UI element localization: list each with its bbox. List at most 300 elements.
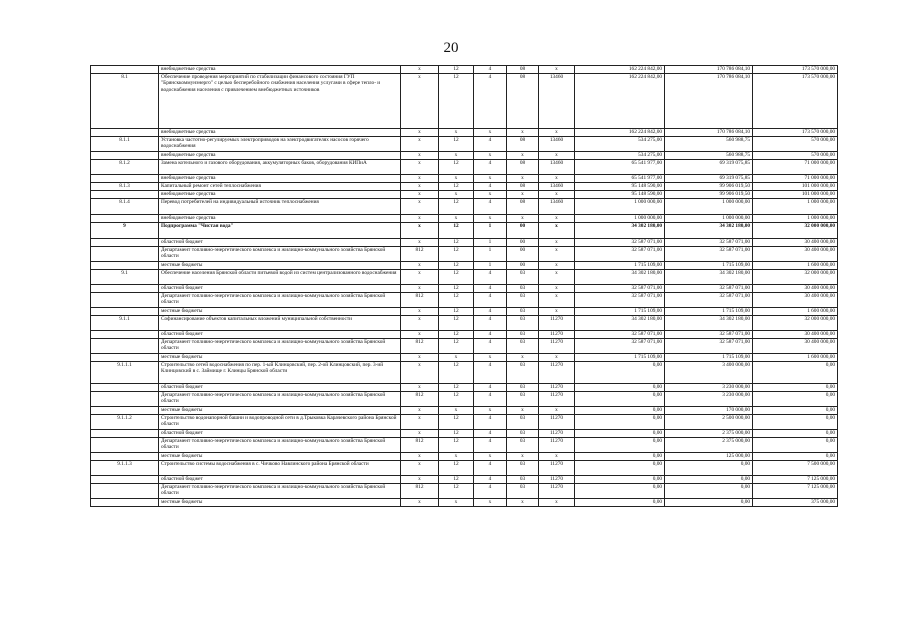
cell-name: внебюджетные средства — [159, 215, 401, 223]
cell-program-code: x — [439, 453, 474, 461]
cell-value-year-3: 30 400 000,00 — [753, 339, 838, 354]
cell-number: 9 — [91, 223, 159, 239]
cell-program-code: 12 — [439, 270, 474, 285]
cell-value-year-1: 32 587 071,00 — [575, 247, 665, 262]
cell-value-year-1: 0,00 — [575, 453, 665, 461]
cell-program-code: 12 — [439, 223, 474, 239]
cell-admin-code: 812 — [401, 484, 439, 499]
table-row — [91, 407, 838, 415]
cell-direction-code: x — [539, 152, 575, 160]
cell-value-year-3: 101 000 000,00 — [753, 191, 838, 199]
cell-subprogram-code: 4 — [474, 339, 507, 354]
cell-value-year-3: 30 400 000,00 — [753, 285, 838, 293]
cell-value-year-2: 32 587 071,00 — [665, 285, 753, 293]
cell-direction-code: x — [539, 223, 575, 239]
cell-subprogram-code: x — [474, 407, 507, 415]
cell-name: внебюджетные средства — [159, 129, 401, 137]
cell-program-code: 12 — [439, 285, 474, 293]
cell-section-code: x — [507, 453, 539, 461]
cell-number: 9.1.1.3 — [91, 461, 159, 476]
cell-section-code: 08 — [507, 137, 539, 152]
cell-value-year-2: 0,00 — [665, 461, 753, 476]
cell-number — [91, 129, 159, 137]
cell-program-code: x — [439, 354, 474, 362]
cell-admin-code: x — [401, 239, 439, 247]
cell-number: 8.1.2 — [91, 160, 159, 175]
cell-direction-code: 11270 — [539, 461, 575, 476]
cell-direction-code: 13460 — [539, 137, 575, 152]
cell-direction-code: x — [539, 499, 575, 507]
cell-name: местные бюджеты — [159, 407, 401, 415]
cell-program-code: 12 — [439, 262, 474, 270]
cell-number: 9.1.1.2 — [91, 415, 159, 430]
cell-name: областной бюджет — [159, 384, 401, 392]
cell-subprogram-code: 4 — [474, 362, 507, 384]
cell-value-year-3: 0,00 — [753, 453, 838, 461]
cell-value-year-3: 1 600 000,00 — [753, 308, 838, 316]
cell-value-year-1: 1 000 000,00 — [575, 215, 665, 223]
cell-section-code: 03 — [507, 362, 539, 384]
cell-value-year-2: 2 375 000,00 — [665, 438, 753, 453]
cell-direction-code: x — [539, 239, 575, 247]
cell-name: местные бюджеты — [159, 262, 401, 270]
cell-value-year-1: 32 587 071,00 — [575, 285, 665, 293]
cell-number: 8.1.1 — [91, 137, 159, 152]
cell-value-year-2: 170 000,00 — [665, 407, 753, 415]
cell-value-year-3: 0,00 — [753, 392, 838, 407]
cell-name: Департамент топливно-энергетического комплекса и жилищно-коммунального хозяйства Брянской области — [159, 293, 401, 308]
cell-subprogram-code: x — [474, 354, 507, 362]
table-row — [91, 438, 838, 453]
cell-name: Установка частотно-регулируемых электроприводов на электродвигателях насосов горячего водоснабжения — [159, 137, 401, 152]
cell-section-code: x — [507, 191, 539, 199]
cell-number — [91, 293, 159, 308]
cell-value-year-1: 1 715 109,00 — [575, 308, 665, 316]
cell-name: Софинансирование объектов капитальных вложений муниципальной собственности — [159, 316, 401, 331]
cell-program-code: 12 — [439, 239, 474, 247]
cell-value-year-2: 34 302 180,00 — [665, 316, 753, 331]
cell-value-year-1: 95 148 590,00 — [575, 183, 665, 191]
table-row — [91, 293, 838, 308]
cell-value-year-1: 1 715 109,00 — [575, 354, 665, 362]
cell-value-year-2: 32 587 071,00 — [665, 239, 753, 247]
cell-program-code: 12 — [439, 339, 474, 354]
cell-value-year-3: 30 400 000,00 — [753, 331, 838, 339]
cell-value-year-1: 32 587 071,00 — [575, 331, 665, 339]
cell-number — [91, 484, 159, 499]
table-row — [91, 199, 838, 215]
cell-value-year-2: 560 988,75 — [665, 152, 753, 160]
cell-name: Строительство водонапорной башни и водопроводной сети в д.Трыковка Карачевского района Брянской области — [159, 415, 401, 430]
cell-section-code: 03 — [507, 339, 539, 354]
cell-name: Департамент топливно-энергетического комплекса и жилищно-коммунального хозяйства Брянской области — [159, 438, 401, 453]
cell-program-code: x — [439, 191, 474, 199]
cell-program-code: x — [439, 215, 474, 223]
cell-section-code: 03 — [507, 430, 539, 438]
cell-section-code: 03 — [507, 438, 539, 453]
cell-admin-code: x — [401, 262, 439, 270]
cell-admin-code: 812 — [401, 392, 439, 407]
cell-number — [91, 384, 159, 392]
cell-value-year-2: 0,00 — [665, 476, 753, 484]
cell-subprogram-code: 4 — [474, 430, 507, 438]
cell-value-year-1: 34 302 180,00 — [575, 316, 665, 331]
cell-program-code: 12 — [439, 183, 474, 191]
table-row — [91, 175, 838, 183]
cell-value-year-3: 32 000 000,00 — [753, 223, 838, 239]
table-row — [91, 66, 838, 74]
cell-subprogram-code: 4 — [474, 316, 507, 331]
cell-name: областной бюджет — [159, 239, 401, 247]
cell-name: Обеспечение проведения мероприятий по стабилизации финансового состояния ГУП "Брянсккоммунэнерго" с целью бесперебойного снабжения населения услугами в сфере тепло- и водоснабжения населения с привлечением внебюджетных источников — [159, 74, 401, 129]
table-row — [91, 384, 838, 392]
cell-value-year-2: 560 988,75 — [665, 137, 753, 152]
cell-name: местные бюджеты — [159, 308, 401, 316]
cell-subprogram-code: 1 — [474, 247, 507, 262]
cell-subprogram-code: 4 — [474, 66, 507, 74]
cell-admin-code: x — [401, 152, 439, 160]
table-row — [91, 461, 838, 476]
table-row — [91, 129, 838, 137]
cell-admin-code: x — [401, 285, 439, 293]
cell-number — [91, 476, 159, 484]
cell-number — [91, 354, 159, 362]
cell-admin-code: x — [401, 354, 439, 362]
table-body — [91, 66, 838, 507]
cell-section-code: 08 — [507, 66, 539, 74]
page-number: 20 — [443, 40, 459, 56]
cell-value-year-1: 534 275,00 — [575, 137, 665, 152]
cell-name: Замена котельного и газового оборудования, аккумуляторных баков, оборудования КИПиА — [159, 160, 401, 175]
cell-section-code: 03 — [507, 285, 539, 293]
cell-value-year-2: 1 715 109,00 — [665, 308, 753, 316]
cell-value-year-2: 34 302 180,00 — [665, 223, 753, 239]
cell-value-year-1: 162 224 842,00 — [575, 66, 665, 74]
cell-admin-code: x — [401, 308, 439, 316]
table-row — [91, 183, 838, 191]
cell-value-year-2: 32 587 071,00 — [665, 247, 753, 262]
cell-value-year-2: 34 302 180,00 — [665, 270, 753, 285]
cell-section-code: x — [507, 499, 539, 507]
table-row — [91, 392, 838, 407]
cell-value-year-3: 1 000 000,00 — [753, 215, 838, 223]
cell-section-code: x — [507, 354, 539, 362]
cell-direction-code: 13460 — [539, 74, 575, 129]
cell-subprogram-code: 1 — [474, 239, 507, 247]
cell-admin-code: x — [401, 384, 439, 392]
cell-admin-code: x — [401, 415, 439, 430]
cell-value-year-1: 1 715 109,00 — [575, 262, 665, 270]
table-row — [91, 308, 838, 316]
cell-subprogram-code: 4 — [474, 308, 507, 316]
cell-value-year-3: 173 570 000,00 — [753, 66, 838, 74]
cell-direction-code: 11270 — [539, 331, 575, 339]
cell-admin-code: 812 — [401, 438, 439, 453]
table-row — [91, 215, 838, 223]
cell-value-year-1: 0,00 — [575, 430, 665, 438]
table-row — [91, 137, 838, 152]
cell-subprogram-code: 4 — [474, 137, 507, 152]
cell-program-code: x — [439, 407, 474, 415]
cell-subprogram-code: 1 — [474, 262, 507, 270]
cell-admin-code: x — [401, 66, 439, 74]
cell-value-year-2: 99 906 019,50 — [665, 183, 753, 191]
cell-admin-code: x — [401, 199, 439, 215]
cell-admin-code: x — [401, 74, 439, 129]
cell-subprogram-code: 4 — [474, 160, 507, 175]
cell-subprogram-code: 4 — [474, 331, 507, 339]
cell-admin-code: x — [401, 160, 439, 175]
cell-value-year-3: 101 000 000,00 — [753, 183, 838, 191]
cell-value-year-2: 32 587 071,00 — [665, 293, 753, 308]
cell-value-year-3: 1 600 000,00 — [753, 354, 838, 362]
cell-number — [91, 430, 159, 438]
cell-value-year-2: 3 230 000,00 — [665, 392, 753, 407]
cell-value-year-1: 0,00 — [575, 438, 665, 453]
cell-subprogram-code: 4 — [474, 183, 507, 191]
cell-section-code: 03 — [507, 270, 539, 285]
cell-name: Перевод потребителей на индивидуальный источник теплоснабжения — [159, 199, 401, 215]
cell-name: местные бюджеты — [159, 453, 401, 461]
cell-value-year-2: 32 587 071,00 — [665, 331, 753, 339]
cell-subprogram-code: 4 — [474, 484, 507, 499]
cell-section-code: x — [507, 152, 539, 160]
cell-name: Строительство сетей водоснабжения по пер. 1-ый Клинцовский, пер. 2-ой Клинцовский, пер. 3-ий Клинцовский в с. Займище г. Клинцы Брянской области — [159, 362, 401, 384]
cell-value-year-3: 173 570 000,00 — [753, 74, 838, 129]
table-row — [91, 316, 838, 331]
table-row — [91, 354, 838, 362]
cell-section-code: 03 — [507, 308, 539, 316]
cell-value-year-1: 34 302 180,00 — [575, 223, 665, 239]
cell-section-code: x — [507, 129, 539, 137]
cell-admin-code: x — [401, 129, 439, 137]
cell-name: Департамент топливно-энергетического комплекса и жилищно-коммунального хозяйства Брянской области — [159, 247, 401, 262]
cell-value-year-1: 0,00 — [575, 461, 665, 476]
cell-value-year-3: 71 000 000,00 — [753, 175, 838, 183]
cell-subprogram-code: 4 — [474, 415, 507, 430]
cell-name: местные бюджеты — [159, 499, 401, 507]
cell-value-year-2: 3 230 000,00 — [665, 384, 753, 392]
cell-admin-code: x — [401, 316, 439, 331]
cell-value-year-1: 65 541 977,00 — [575, 160, 665, 175]
table-row — [91, 453, 838, 461]
cell-program-code: 12 — [439, 293, 474, 308]
cell-value-year-2: 2 500 000,00 — [665, 415, 753, 430]
cell-section-code: x — [507, 215, 539, 223]
cell-value-year-1: 0,00 — [575, 384, 665, 392]
cell-value-year-2: 0,00 — [665, 484, 753, 499]
cell-value-year-3: 570 000,00 — [753, 137, 838, 152]
cell-value-year-1: 0,00 — [575, 362, 665, 384]
budget-table — [90, 65, 838, 507]
cell-section-code: 03 — [507, 484, 539, 499]
cell-name: Подпрограмма "Чистая вода" — [159, 223, 401, 239]
cell-name: местные бюджеты — [159, 354, 401, 362]
table-row — [91, 331, 838, 339]
cell-value-year-2: 1 000 000,00 — [665, 199, 753, 215]
cell-name: областной бюджет — [159, 331, 401, 339]
cell-value-year-3: 0,00 — [753, 438, 838, 453]
cell-direction-code: x — [539, 247, 575, 262]
cell-value-year-1: 162 224 842,00 — [575, 129, 665, 137]
cell-section-code: 03 — [507, 476, 539, 484]
cell-section-code: 08 — [507, 183, 539, 191]
cell-name: областной бюджет — [159, 285, 401, 293]
cell-admin-code: x — [401, 362, 439, 384]
cell-name: внебюджетные средства — [159, 152, 401, 160]
cell-subprogram-code: 4 — [474, 74, 507, 129]
cell-value-year-3: 7 125 000,00 — [753, 476, 838, 484]
cell-value-year-2: 99 906 019,50 — [665, 191, 753, 199]
cell-admin-code: 812 — [401, 293, 439, 308]
cell-value-year-3: 1 000 000,00 — [753, 199, 838, 215]
cell-value-year-3: 30 400 000,00 — [753, 293, 838, 308]
cell-subprogram-code: 4 — [474, 461, 507, 476]
cell-number — [91, 499, 159, 507]
cell-value-year-1: 65 541 977,00 — [575, 175, 665, 183]
cell-program-code: 12 — [439, 484, 474, 499]
cell-number — [91, 339, 159, 354]
cell-number: 9.1.1 — [91, 316, 159, 331]
cell-number — [91, 175, 159, 183]
cell-value-year-2: 3 400 000,00 — [665, 362, 753, 384]
cell-value-year-3: 0,00 — [753, 384, 838, 392]
cell-admin-code: x — [401, 453, 439, 461]
cell-number — [91, 453, 159, 461]
cell-direction-code: x — [539, 175, 575, 183]
cell-program-code: 12 — [439, 137, 474, 152]
cell-program-code: 12 — [439, 392, 474, 407]
cell-program-code: 12 — [439, 331, 474, 339]
cell-program-code: 12 — [439, 160, 474, 175]
cell-section-code: 08 — [507, 199, 539, 215]
cell-value-year-1: 32 587 071,00 — [575, 293, 665, 308]
cell-value-year-1: 0,00 — [575, 392, 665, 407]
cell-value-year-3: 7 500 000,00 — [753, 461, 838, 476]
cell-value-year-1: 32 587 071,00 — [575, 239, 665, 247]
cell-program-code: 12 — [439, 66, 474, 74]
cell-subprogram-code: 4 — [474, 199, 507, 215]
cell-subprogram-code: 4 — [474, 293, 507, 308]
cell-section-code: 00 — [507, 247, 539, 262]
cell-section-code: x — [507, 407, 539, 415]
cell-admin-code: x — [401, 461, 439, 476]
cell-section-code: x — [507, 175, 539, 183]
cell-subprogram-code: x — [474, 215, 507, 223]
cell-value-year-2: 1 000 000,00 — [665, 215, 753, 223]
cell-name: Департамент топливно-энергетического комплекса и жилищно-коммунального хозяйства Брянской области — [159, 392, 401, 407]
cell-name: внебюджетные средства — [159, 66, 401, 74]
cell-name: внебюджетные средства — [159, 175, 401, 183]
cell-value-year-2: 69 319 075,85 — [665, 160, 753, 175]
cell-program-code: 12 — [439, 316, 474, 331]
cell-name: Капитальный ремонт сетей теплоснабжения — [159, 183, 401, 191]
table-row — [91, 339, 838, 354]
cell-value-year-1: 0,00 — [575, 415, 665, 430]
cell-value-year-2: 1 715 109,00 — [665, 262, 753, 270]
cell-section-code: 00 — [507, 223, 539, 239]
cell-direction-code: 13460 — [539, 183, 575, 191]
cell-direction-code: x — [539, 407, 575, 415]
table-row — [91, 160, 838, 175]
cell-name: областной бюджет — [159, 476, 401, 484]
cell-value-year-2: 1 715 109,00 — [665, 354, 753, 362]
cell-direction-code: x — [539, 191, 575, 199]
cell-value-year-2: 69 319 075,85 — [665, 175, 753, 183]
cell-value-year-1: 32 587 071,00 — [575, 339, 665, 354]
table-row — [91, 247, 838, 262]
cell-admin-code: x — [401, 430, 439, 438]
cell-subprogram-code: x — [474, 453, 507, 461]
cell-value-year-3: 0,00 — [753, 415, 838, 430]
cell-value-year-3: 32 000 000,00 — [753, 316, 838, 331]
cell-admin-code: x — [401, 175, 439, 183]
cell-value-year-3: 0,00 — [753, 362, 838, 384]
cell-program-code: 12 — [439, 415, 474, 430]
table-row — [91, 191, 838, 199]
table-row — [91, 239, 838, 247]
cell-program-code: 12 — [439, 362, 474, 384]
cell-value-year-3: 71 000 000,00 — [753, 160, 838, 175]
cell-direction-code: x — [539, 453, 575, 461]
cell-section-code: 08 — [507, 160, 539, 175]
cell-name: областной бюджет — [159, 430, 401, 438]
table-row — [91, 476, 838, 484]
cell-name: Департамент топливно-энергетического комплекса и жилищно-коммунального хозяйства Брянской области — [159, 484, 401, 499]
cell-direction-code: 11270 — [539, 476, 575, 484]
table-row — [91, 499, 838, 507]
cell-number — [91, 392, 159, 407]
cell-direction-code: 11270 — [539, 430, 575, 438]
cell-program-code: 12 — [439, 430, 474, 438]
cell-direction-code: x — [539, 215, 575, 223]
cell-admin-code: 812 — [401, 247, 439, 262]
cell-direction-code: 11270 — [539, 316, 575, 331]
cell-value-year-3: 570 000,00 — [753, 152, 838, 160]
table-row — [91, 430, 838, 438]
cell-admin-code: x — [401, 137, 439, 152]
cell-section-code: 00 — [507, 262, 539, 270]
cell-subprogram-code: 1 — [474, 223, 507, 239]
cell-direction-code: x — [539, 354, 575, 362]
cell-value-year-2: 170 786 084,10 — [665, 74, 753, 129]
cell-value-year-3: 375 000,00 — [753, 499, 838, 507]
cell-number — [91, 239, 159, 247]
cell-value-year-1: 162 224 842,00 — [575, 74, 665, 129]
cell-value-year-2: 170 786 084,10 — [665, 66, 753, 74]
cell-program-code: 12 — [439, 308, 474, 316]
cell-value-year-1: 0,00 — [575, 407, 665, 415]
cell-direction-code: x — [539, 262, 575, 270]
cell-subprogram-code: x — [474, 191, 507, 199]
cell-value-year-3: 1 600 000,00 — [753, 262, 838, 270]
cell-direction-code: x — [539, 293, 575, 308]
cell-value-year-1: 1 000 000,00 — [575, 199, 665, 215]
cell-section-code: 03 — [507, 316, 539, 331]
cell-value-year-2: 0,00 — [665, 499, 753, 507]
cell-name: Департамент топливно-энергетического комплекса и жилищно-коммунального хозяйства Брянской области — [159, 339, 401, 354]
cell-program-code: 12 — [439, 199, 474, 215]
cell-number — [91, 215, 159, 223]
cell-program-code: 12 — [439, 74, 474, 129]
cell-direction-code: 11270 — [539, 384, 575, 392]
cell-number: 9.1.1.1 — [91, 362, 159, 384]
cell-number: 9.1 — [91, 270, 159, 285]
cell-direction-code: 11270 — [539, 392, 575, 407]
cell-name: Обеспечение населения Брянской области питьевой водой из систем централизованного водоснабжения — [159, 270, 401, 285]
cell-direction-code: x — [539, 129, 575, 137]
cell-program-code: 12 — [439, 247, 474, 262]
